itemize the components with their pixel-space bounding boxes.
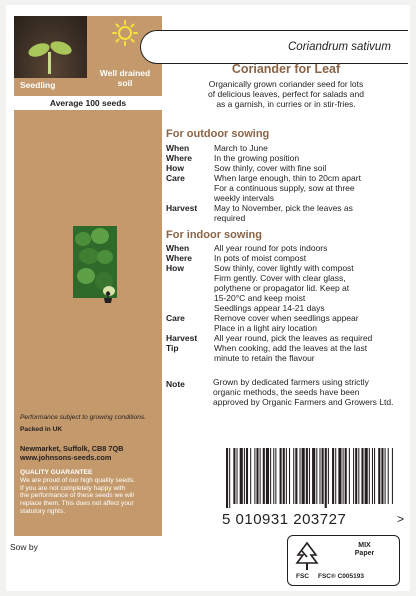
instruction-key: Where (166, 153, 192, 163)
barcode-chevron: > (397, 512, 405, 526)
fsc-logo-text: FSC (296, 573, 309, 580)
fsc-code: FSC® C005193 (318, 573, 364, 580)
instruction-value: Sow thinly, cover with fine soil (214, 163, 327, 173)
qg-line: statutory rights. (20, 507, 66, 515)
performance-note: Performance subject to growing conditions. (20, 414, 147, 421)
note-line: approved by Organic Farmers and Growers Ltd. (213, 397, 394, 407)
fsc-line: MIX (358, 542, 371, 549)
seedling-label: Seedling (20, 80, 56, 90)
indoor-heading: For indoor sowing (166, 229, 262, 241)
sow-by-label: Sow by (10, 542, 38, 552)
intro-line: of delicious leaves, perfect for salads and (208, 89, 364, 99)
qg-line: the performance of these seeds we will (20, 492, 134, 500)
website: www.johnsons-seeds.com (20, 453, 112, 462)
address-line: Newmarket, Suffolk, CB8 7QB (20, 444, 124, 453)
latin-name: Coriandrum sativum (288, 41, 391, 53)
instruction-key: When (166, 243, 190, 253)
instruction-value: All year round for pots indoors (214, 243, 328, 253)
intro-line: as a garnish, in curries or in stir-fries. (216, 99, 356, 109)
instruction-value: May to November, pick the leaves as required (214, 203, 353, 223)
instruction-value: In the growing position (214, 153, 300, 163)
instruction-value: When large enough, thin to 20cm apart For a continuous supply, sow at three weekly intervals (214, 173, 361, 203)
fsc-line: Paper (354, 550, 375, 557)
latin-name-box (140, 30, 408, 64)
average-seeds: Average 100 seeds (14, 96, 162, 110)
address (20, 444, 123, 462)
instruction-value: Sow thinly, cover lightly with compost Firm gently. Cover with clear glass, polythene or propagator lid. Keep at 15-20°C and keep moist Seedlings appear 14-21 days (214, 263, 354, 313)
plant-photo (73, 226, 117, 298)
intro-line: Organically grown coriander seed for lots (208, 79, 364, 89)
outdoor-heading: For outdoor sowing (166, 128, 270, 140)
barcode-number: 5 010931 203727 (222, 511, 347, 528)
soil-label-2: soil (117, 78, 133, 88)
qg-line: If you are not completely happy with (20, 484, 126, 492)
instruction-key: When (166, 143, 190, 153)
instruction-value: In pots of moist compost (214, 253, 307, 263)
instruction-value: All year round, pick the leaves as required (214, 333, 373, 343)
barcode (224, 448, 394, 508)
instruction-key: Where (166, 253, 192, 263)
left-panel (14, 16, 162, 536)
instruction-key: Care (166, 173, 185, 183)
qg-line: We are proud of our high quality seeds. (20, 476, 135, 484)
instruction-value: March to June (214, 143, 268, 153)
note-text (213, 377, 403, 407)
instruction-key: Tip (166, 343, 179, 353)
fsc-label (287, 535, 400, 586)
instruction-key: Harvest (166, 203, 198, 213)
instruction-key: Care (166, 313, 185, 323)
instruction-key: How (166, 163, 184, 173)
note-line: organic methods, the seeds have been (213, 387, 360, 397)
soil-label-1: Well drained (99, 68, 151, 78)
pot-sowing-icon (102, 290, 114, 304)
fsc-tree-icon (294, 541, 320, 571)
packed-in: Packed in UK (20, 426, 63, 433)
sun-icon (112, 20, 138, 46)
instruction-key: How (166, 263, 184, 273)
fsc-mix (332, 542, 397, 558)
instruction-value: When cooking, add the leaves at the last minute to retain the flavour (214, 343, 368, 363)
note-label: Note (166, 379, 185, 389)
instruction-key: Harvest (166, 333, 198, 343)
qg-line: replace them. This does not affect your (20, 500, 134, 508)
instruction-value: Remove cover when seedlings appear Place in a light airy location (214, 313, 359, 333)
product-title: Coriander for Leaf (231, 62, 341, 76)
quality-guarantee (20, 469, 158, 516)
note-line: Grown by dedicated farmers using strictly (213, 377, 369, 387)
quality-guarantee-title: QUALITY GUARANTEE (20, 469, 93, 476)
intro-text (168, 79, 404, 109)
